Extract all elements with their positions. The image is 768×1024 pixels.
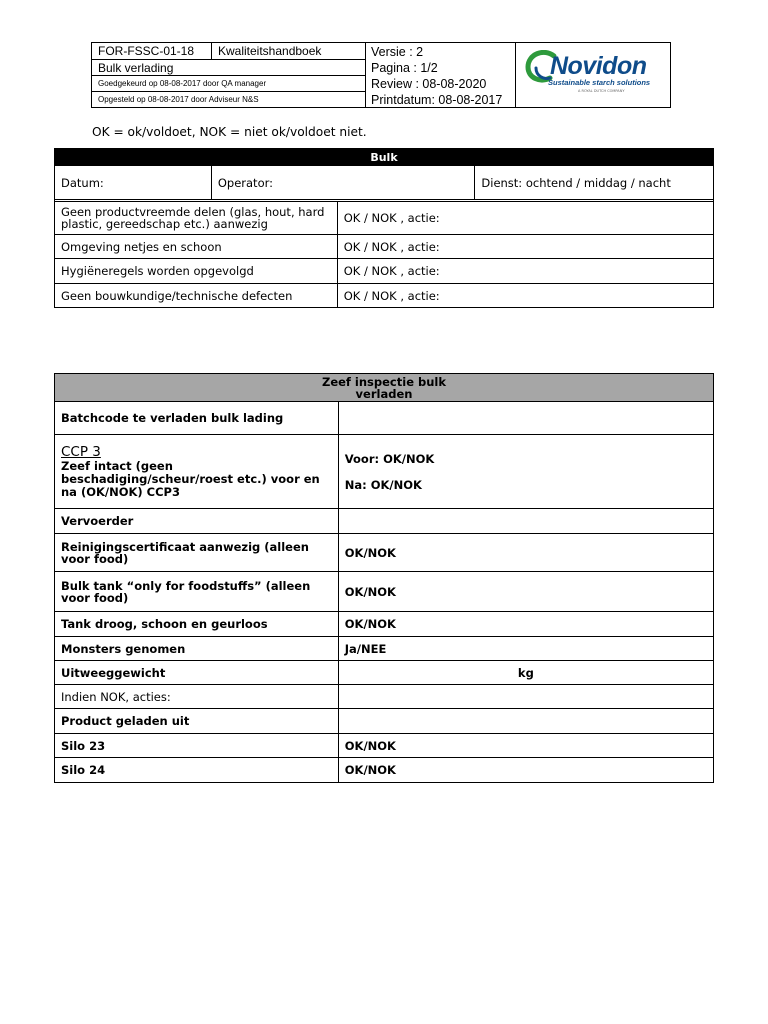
silo23-field[interactable]: OK/NOK	[338, 734, 713, 758]
foodstuffs-label: Bulk tank “only for foodstuffs” (alleen voor food)	[55, 572, 339, 612]
print-date: Printdatum: 08-08-2017	[371, 93, 503, 107]
logo-cell	[516, 43, 670, 107]
handbook-name: Kwaliteitshandboek	[218, 44, 322, 58]
logo-tagline: Sustainable starch solutions	[548, 78, 651, 87]
header-row-code	[92, 43, 365, 60]
batchcode-field[interactable]	[338, 402, 713, 435]
logo-subline: A ROYAL DUTCH COMPANY	[578, 89, 625, 93]
table-row	[55, 758, 714, 783]
carrier-field[interactable]	[338, 509, 713, 534]
check-result-field[interactable]: OK / NOK , actie:	[337, 202, 713, 235]
silo23-label: Silo 23	[55, 734, 339, 758]
operator-field[interactable]: Operator:	[211, 166, 475, 200]
carrier-label: Vervoerder	[55, 509, 339, 534]
cleaning-cert-label: Reinigingscertificaat aanwezig (alleen voor food)	[55, 534, 339, 572]
table-row	[55, 202, 714, 235]
header-left-block	[92, 43, 366, 107]
zeef-title-line1: Zeef inspectie bulk	[321, 374, 447, 389]
check-result-field[interactable]: OK / NOK , actie:	[337, 284, 713, 308]
header-meta	[366, 43, 516, 107]
drafted-note: Opgesteld op 08-08-2017 door Adviseur N&S	[98, 95, 259, 104]
approved-note: Goedgekeurd op 08-08-2017 door QA manager	[98, 79, 267, 88]
version-text: Versie : 2	[371, 45, 424, 59]
shift-field[interactable]: Dienst: ochtend / middag / nacht	[475, 166, 714, 200]
check-label: Geen bouwkundige/technische defecten	[55, 284, 338, 308]
logo-brand: Novidon	[550, 52, 647, 80]
zeef-table-title	[55, 374, 714, 402]
ccp-text: Zeef intact (geen beschadiging/scheur/roest etc.) voor en na (OK/NOK) CCP3	[61, 458, 320, 499]
zeef-inspection-table	[54, 373, 714, 783]
table-row	[55, 435, 714, 509]
foodstuffs-field[interactable]: OK/NOK	[338, 572, 713, 612]
table-row	[55, 534, 714, 572]
ccp-result-field[interactable]	[338, 435, 713, 509]
silo24-label: Silo 24	[55, 758, 339, 783]
ccp-after: Na: OK/NOK	[344, 477, 422, 492]
nok-actions-label: Indien NOK, acties:	[55, 685, 339, 709]
header-row-title	[92, 60, 365, 76]
loaded-from-label: Product geladen uit	[55, 709, 339, 734]
table-row	[55, 259, 714, 284]
table-row	[55, 685, 714, 709]
table-row	[55, 572, 714, 612]
novidon-logo	[524, 52, 664, 96]
ok-nok-legend: OK = ok/voldoet, NOK = niet ok/voldoet niet.	[92, 125, 367, 139]
weight-field[interactable]: kg	[338, 661, 713, 685]
table-row	[55, 612, 714, 637]
table-row	[55, 284, 714, 308]
bulk-table	[54, 148, 714, 308]
silo24-field[interactable]: OK/NOK	[338, 758, 713, 783]
batchcode-label: Batchcode te verladen bulk lading	[55, 402, 339, 435]
weight-label: Uitweeggewicht	[55, 661, 339, 685]
table-row	[55, 637, 714, 661]
check-result-field[interactable]: OK / NOK , actie:	[337, 259, 713, 284]
document-header	[91, 42, 671, 108]
ccp-cell	[55, 435, 339, 509]
header-row-drafted	[92, 92, 365, 107]
table-row	[55, 661, 714, 685]
table-row	[55, 709, 714, 734]
zeef-title-line2: verladen	[355, 386, 413, 401]
header-row-approved	[92, 76, 365, 92]
ccp-title: CCP 3	[61, 443, 101, 460]
check-label: Hygiëneregels worden opgevolgd	[55, 259, 338, 284]
check-label: Omgeving netjes en schoon	[55, 235, 338, 259]
bulk-info-row	[55, 166, 714, 200]
cleaning-cert-field[interactable]: OK/NOK	[338, 534, 713, 572]
table-row	[55, 402, 714, 435]
doc-title: Bulk verlading	[98, 60, 174, 75]
date-field[interactable]: Datum:	[55, 166, 212, 200]
table-row	[55, 734, 714, 758]
review-date: Review : 08-08-2020	[371, 77, 487, 91]
ccp-before: Voor: OK/NOK	[344, 451, 435, 466]
table-row	[55, 509, 714, 534]
table-row	[55, 235, 714, 259]
nok-actions-field[interactable]	[338, 685, 713, 709]
loaded-from-field[interactable]	[338, 709, 713, 734]
tank-label: Tank droog, schoon en geurloos	[55, 612, 339, 637]
check-label: Geen productvreemde delen (glas, hout, hard plastic, gereedschap etc.) aanwezig	[55, 202, 338, 235]
samples-field[interactable]: Ja/NEE	[338, 637, 713, 661]
bulk-table-title: Bulk	[55, 149, 714, 166]
check-result-field[interactable]: OK / NOK , actie:	[337, 235, 713, 259]
page-number: Pagina : 1/2	[371, 61, 438, 75]
doc-code: FOR-FSSC-01-18	[92, 43, 212, 59]
samples-label: Monsters genomen	[55, 637, 339, 661]
tank-field[interactable]: OK/NOK	[338, 612, 713, 637]
